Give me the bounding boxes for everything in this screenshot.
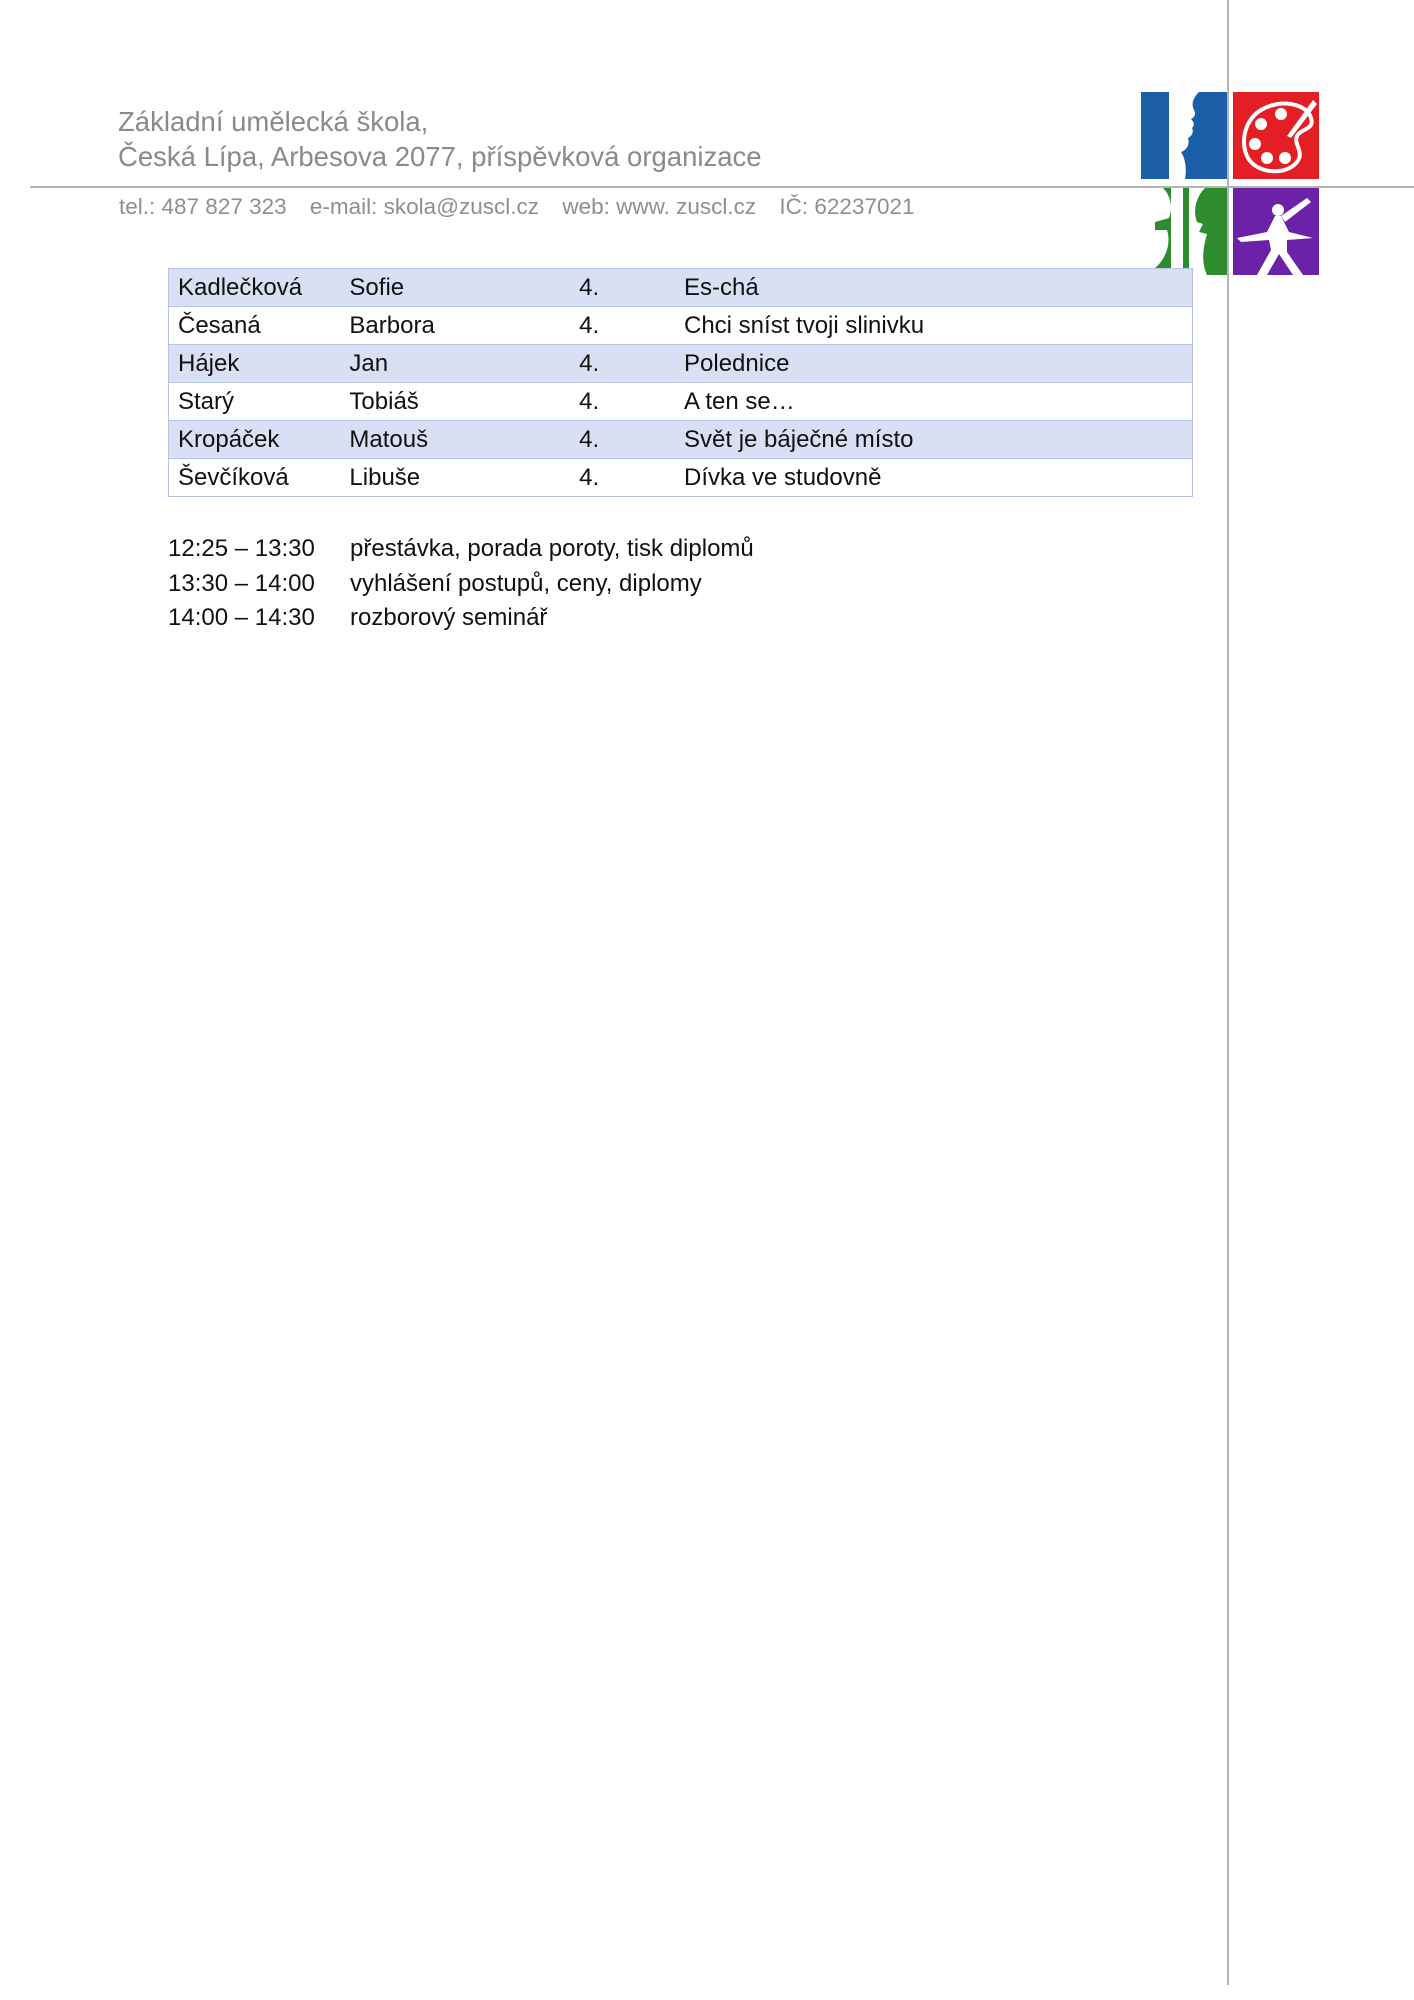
schedule-activity: přestávka, porada poroty, tisk diplomů xyxy=(350,535,754,562)
schedule-time: 13:30 – 14:00 xyxy=(168,569,315,597)
cell-surname: Česaná xyxy=(169,307,341,345)
table-row xyxy=(169,307,1193,345)
cell-surname: Hájek xyxy=(169,345,341,383)
schedule-activity: vyhlášení postupů, ceny, diplomy xyxy=(350,569,702,597)
cell-first-name: Libuše xyxy=(340,459,570,497)
cell-surname: Kropáček xyxy=(169,421,341,459)
cell-first-name: Tobiáš xyxy=(340,383,570,421)
cell-grade: 4. xyxy=(570,383,675,421)
table-row xyxy=(169,383,1193,421)
table-row xyxy=(169,421,1193,459)
schedule-activity: rozborový seminář xyxy=(350,604,548,631)
dancer-icon xyxy=(1233,188,1319,275)
cell-first-name: Jan xyxy=(340,345,570,383)
organization-name-line-1: Základní umělecká škola, xyxy=(118,106,429,137)
school-logo xyxy=(1141,92,1319,275)
table-row xyxy=(169,459,1193,497)
cell-first-name: Sofie xyxy=(340,269,570,307)
painter-palette-icon xyxy=(1233,92,1319,179)
cell-surname: Ševčíková xyxy=(169,459,341,497)
cell-grade: 4. xyxy=(570,307,675,345)
schedule-list xyxy=(168,532,754,636)
organization-name-line-2: Česká Lípa, Arbesova 2077, příspěvková organizace xyxy=(118,141,762,172)
contact-web: web: www. zuscl.cz xyxy=(562,194,757,219)
cell-grade: 4. xyxy=(570,459,675,497)
schedule-item xyxy=(168,532,754,567)
cell-grade: 4. xyxy=(570,345,675,383)
cell-title: Svět je báječné místo xyxy=(675,421,1193,459)
cell-grade: 4. xyxy=(570,421,675,459)
cell-title: Dívka ve studovně xyxy=(675,459,1193,497)
cell-surname: Starý xyxy=(169,383,341,421)
schedule-item xyxy=(168,567,754,602)
contact-email: e-mail: skola@zuscl.cz xyxy=(309,194,540,219)
contact-phone: tel.: 487 827 323 xyxy=(119,194,287,219)
schedule-time: 12:25 – 13:30 xyxy=(168,535,315,562)
schedule-time: 14:00 – 14:30 xyxy=(168,604,315,631)
cell-title: A ten se… xyxy=(675,383,1193,421)
table-row xyxy=(169,345,1193,383)
contact-ic: IČ: 62237021 xyxy=(779,194,915,219)
cell-first-name: Barbora xyxy=(340,307,570,345)
contact-line xyxy=(119,192,932,222)
cell-first-name: Matouš xyxy=(340,421,570,459)
cell-title: Polednice xyxy=(675,345,1193,383)
margin-divider xyxy=(1227,0,1229,1985)
table-row xyxy=(169,269,1193,307)
theatre-masks-icon xyxy=(1141,188,1227,275)
participants-table xyxy=(168,268,1193,497)
participants-table-body xyxy=(169,269,1193,497)
theatre-profiles-icon xyxy=(1141,92,1227,179)
cell-grade: 4. xyxy=(570,269,675,307)
schedule-item xyxy=(168,601,754,636)
organization-name xyxy=(118,104,762,174)
cell-title: Es-chá xyxy=(675,269,1193,307)
cell-title: Chci sníst tvoji slinivku xyxy=(675,307,1193,345)
cell-surname: Kadlečková xyxy=(169,269,341,307)
